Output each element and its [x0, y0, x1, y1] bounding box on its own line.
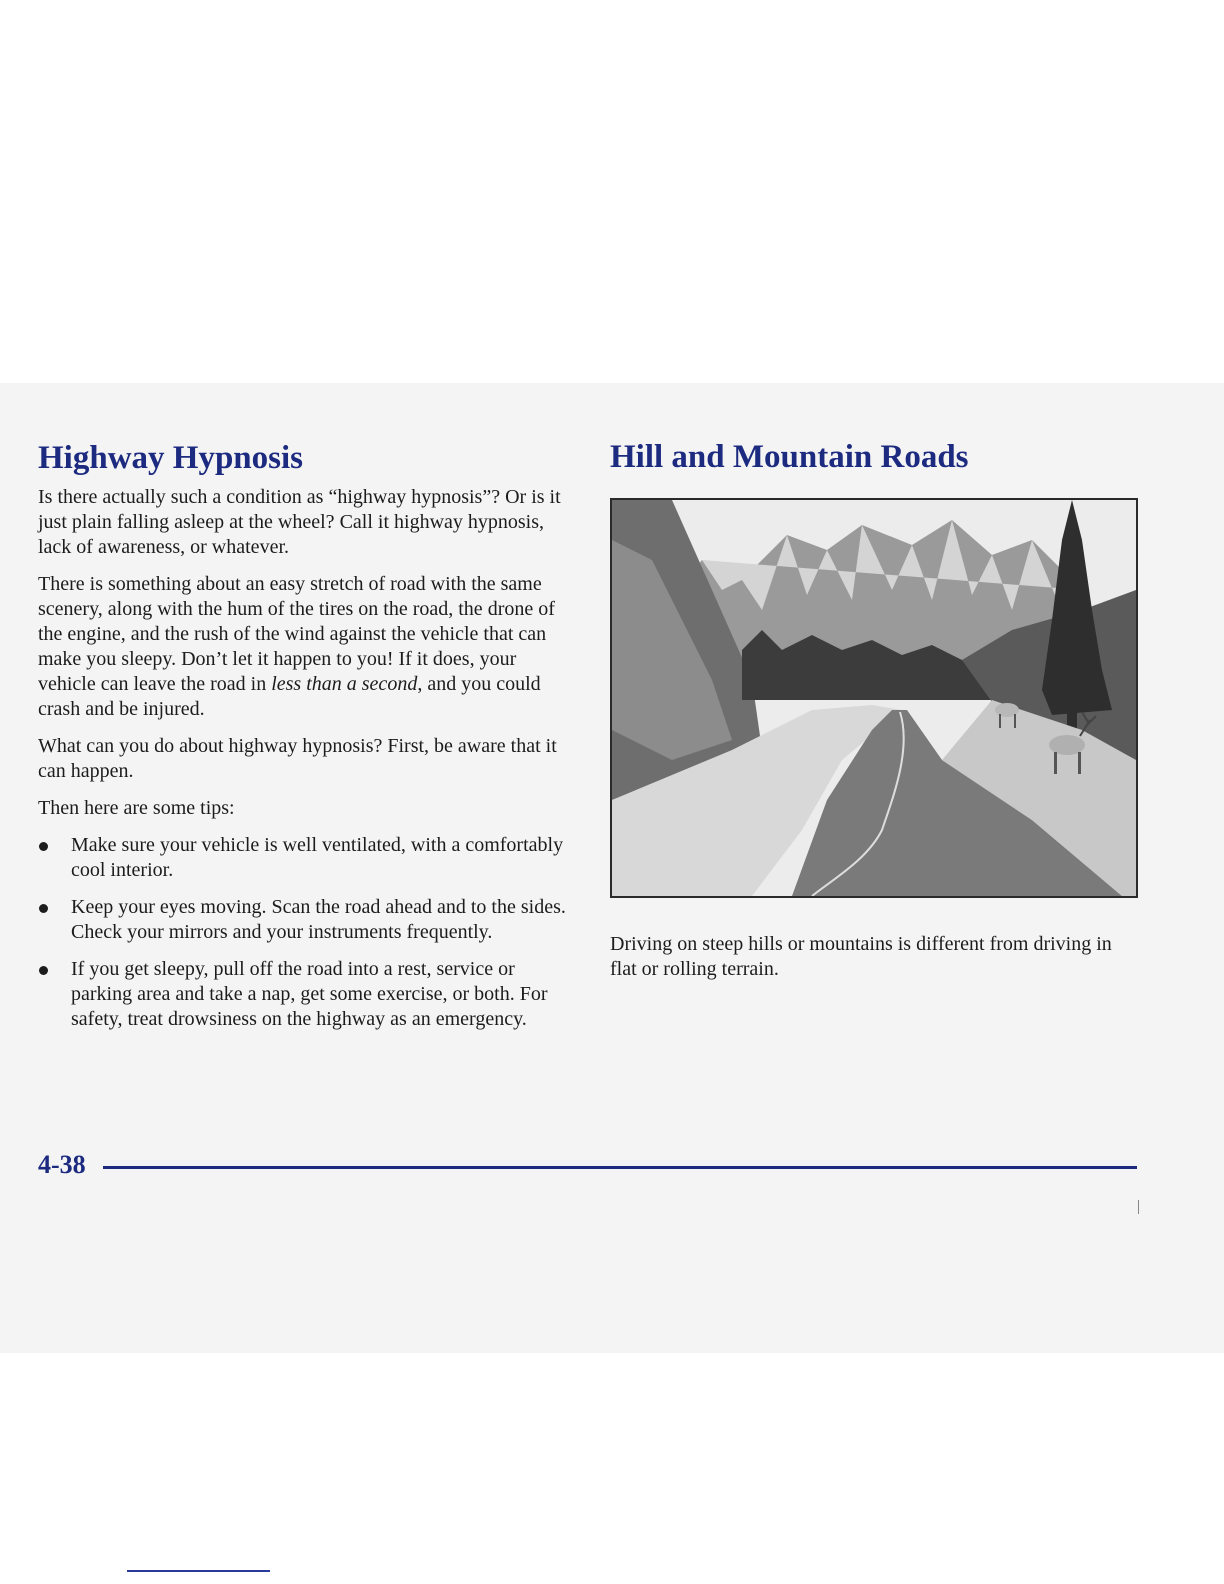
deer-leg — [1014, 714, 1016, 728]
mountain-road-illustration — [610, 498, 1138, 898]
bullet-icon — [39, 966, 48, 975]
list-item — [38, 895, 578, 945]
tip-text: If you get sleepy, pull off the road into a rest, service or parking area and take a nap, get some exercise, or both. For safety, treat drowsiness on the highway as an emergency. — [71, 958, 548, 1030]
paragraph-what-can-you-do: What can you do about highway hypnosis? First, be aware that it can happen. — [38, 735, 557, 782]
bullet-icon — [39, 904, 48, 913]
tip-text: Keep your eyes moving. Scan the road ahead and to the sides. Check your mirrors and your instruments frequently. — [71, 896, 566, 943]
mountain-road-drawing — [612, 500, 1136, 896]
figure-caption: Driving on steep hills or mountains is different from driving in flat or rolling terrain. — [610, 933, 1112, 980]
elk-leg — [1054, 752, 1057, 774]
elk-leg — [1078, 752, 1081, 774]
section-heading-hill-and-mountain-roads: Hill and Mountain Roads — [610, 439, 969, 475]
deer-leg — [999, 714, 1001, 728]
section-heading-highway-hypnosis: Highway Hypnosis — [38, 440, 303, 476]
bottom-rule — [127, 1570, 270, 1572]
bullet-icon — [39, 842, 48, 851]
paragraph-intro: Is there actually such a condition as “highway hypnosis”? Or is it just plain falling asleep at the wheel? Call it highway hypnosis, lack of awareness, or whatever. — [38, 486, 561, 558]
tip-text: Make sure your vehicle is well ventilated, with a comfortably cool interior. — [71, 834, 564, 881]
page-number: 4-38 — [38, 1150, 86, 1179]
paragraph-scenery — [38, 572, 578, 722]
paragraph-tips-intro: Then here are some tips: — [38, 797, 235, 819]
footer-rule — [103, 1166, 1137, 1169]
emphasis-less-than-a-second: less than a second — [271, 673, 418, 695]
tips-list — [38, 833, 578, 1032]
list-item — [38, 957, 578, 1032]
paragraph-scenery-text-b: , and you could crash and be injured. — [38, 673, 541, 720]
highway-hypnosis-column — [38, 485, 578, 1044]
margin-mark — [1138, 1200, 1139, 1214]
paragraph-scenery-text-a: There is something about an easy stretch of road with the same scenery, along with the hum of the tires on the road, the drone of the engine, and the rush of the wind against the vehicle that can make you sleepy. Don’t let it happen to you! If it does, your vehicle can leave the road in — [38, 573, 555, 695]
list-item — [38, 833, 578, 883]
